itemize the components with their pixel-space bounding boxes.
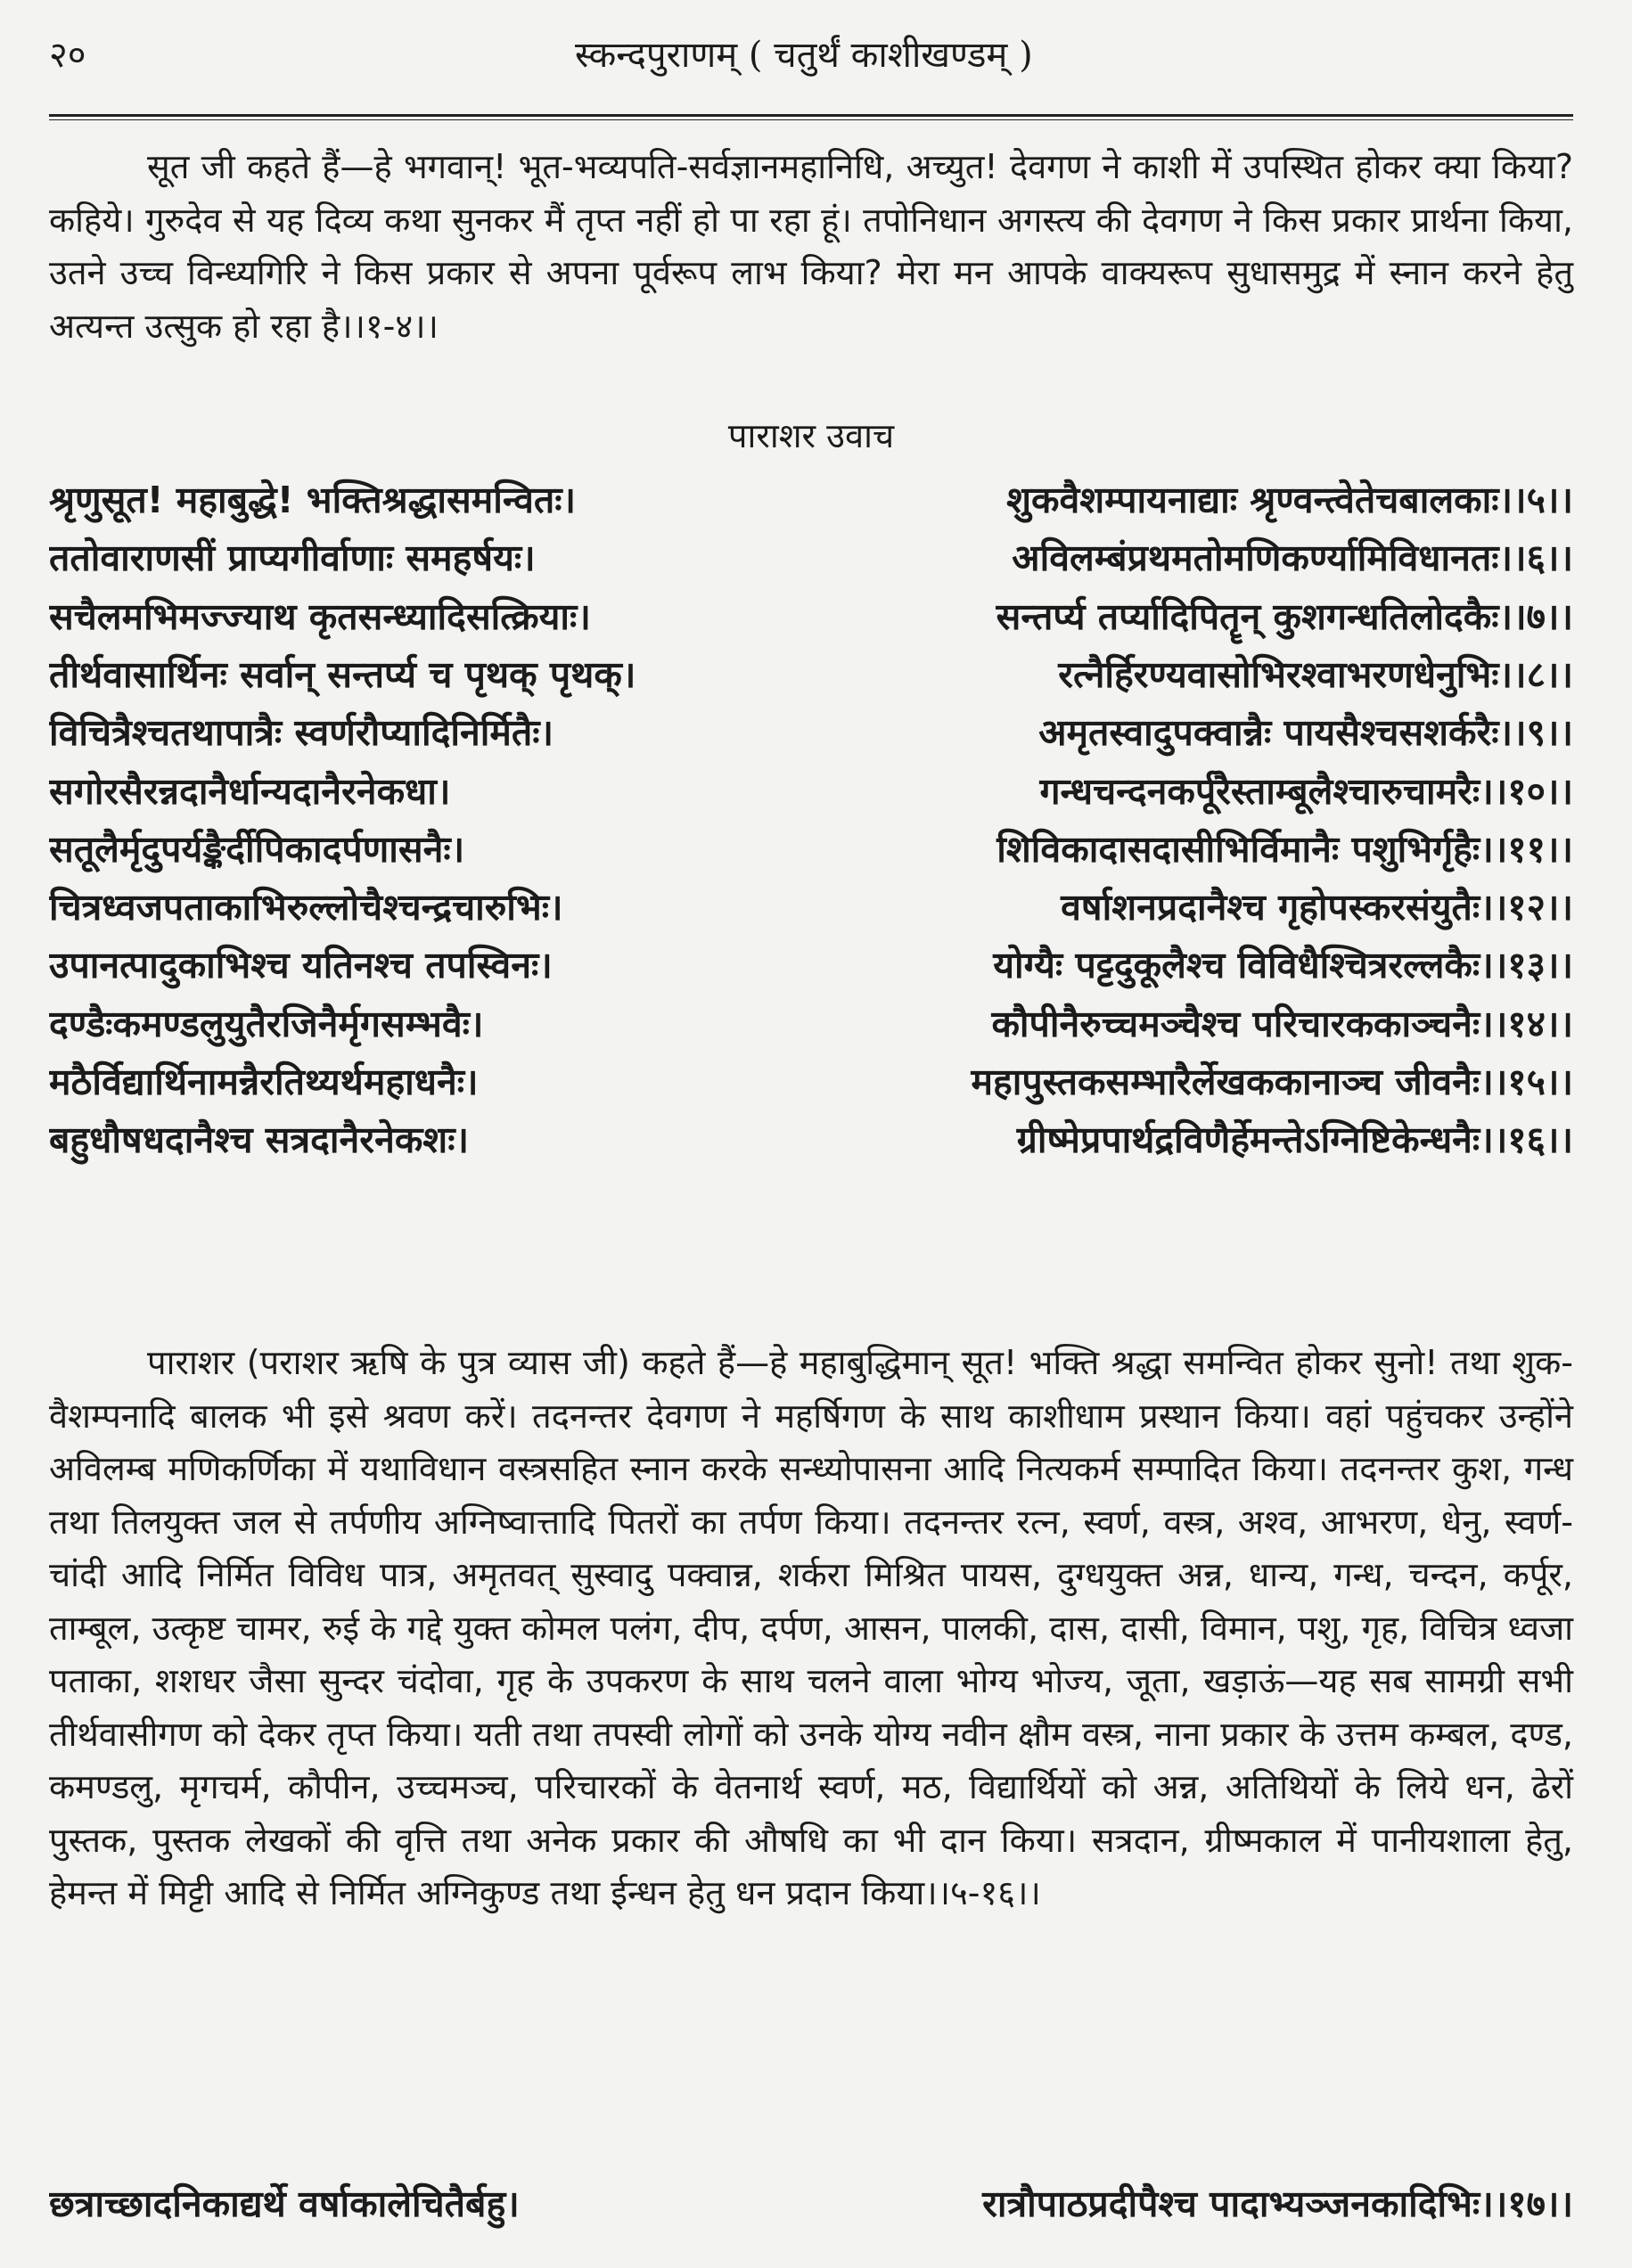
intro-paragraph: सूत जी कहते हैं—हे भगवान्! भूत-भव्यपति-सर्वज्ञानमहानिधि, अच्युत! देवगण ने काशी में उपस्थित होकर क्या किया? कहिये। गुरुदेव से यह दिव्य कथा सुनकर मैं तृप्त नहीं हो पा रहा हूं। तपोनिधान अगस्त्य की देवगण ने किस प्रकार प्रार्थना किया, उतने उच्च विन्ध्यगिरि ने किस प्रकार से अपना पूर्वरूप लाभ किया? मेरा मन आपके वाक्यरूप सुधासमुद्र में स्नान करने हेतु अत्यन्त उत्सुक हो रहा है।।१-४।। [49,147,1573,346]
verse-half-b: शुकवैशम्पायनाद्याः श्रृण्वन्त्वेतेचबालकाः।।५।। [1006,479,1573,521]
verse-line [49,936,1573,995]
intro-paragraph-block [49,141,1573,353]
verse-half-a: चित्रध्वजपताकाभिरुल्लोचैश्चन्द्रचारुभिः। [49,886,563,929]
commentary-paragraph: पाराशर (पराशर ऋषि के पुत्र व्यास जी) कहते हैं—हे महाबुद्धिमान् सूत! भक्ति श्रद्धा समन्वित होकर सुनो! तथा शुक-वैशम्पनादि बालक भी इसे श्रवण करें। तदनन्तर देवगण ने महर्षिगण के साथ काशीधाम प्रस्थान किया। वहां पहुंचकर उन्होंने अविलम्ब मणिकर्णिका में यथाविधान वस्त्रसहित स्नान करके सन्ध्योपासना आदि नित्यकर्म सम्पादित किया। तदनन्तर कुश, गन्ध तथा तिलयुक्त जल से तर्पणीय अग्निष्वात्तादि पितरों का तर्पण किया। तदनन्तर रत्न, स्वर्ण, वस्त्र, अश्व, आभरण, धेनु, स्वर्ण-चांदी आदि निर्मित विविध पात्र, अमृतवत् सुस्वादु पक्वान्न, शर्करा मिश्रित पायस, दुग्धयुक्त अन्न, धान्य, गन्ध, चन्दन, कर्पूर, ताम्बूल, उत्कृष्ट चामर, रुई के गद्दे युक्त कोमल पलंग, दीप, दर्पण, आसन, पालकी, दास, दासी, विमान, पशु, गृह, विचित्र ध्वजा पताका, शशधर जैसा सुन्दर चंदोवा, गृह के उपकरण के साथ चलने वाला भोग्य भोज्य, जूता, खड़ाऊं—यह सब सामग्री सभी तीर्थवासीगण को देकर तृप्त किया। यती तथा तपस्वी लोगों को उनके योग्य नवीन क्षौम वस्त्र, नाना प्रकार के उत्तम कम्बल, दण्ड, कमण्डलु, मृगचर्म, कौपीन, उच्चमञ्च, परिचारकों के वेतनार्थ स्वर्ण, मठ, विद्यार्थियों को अन्न, अतिथियों के लिये धन, ढेरों पुस्तक, पुस्तक लेखकों की वृत्ति तथा अनेक प्रकार की औषधि का भी दान किया। सत्रदान, ग्रीष्मकाल में पानीयशाला हेतु, हेमन्त में मिट्टी आदि से निर्मित अग्निकुण्ड तथा ईन्धन हेतु धन प्रदान किया।।५-१६।। [49,1343,1573,1912]
speaker-heading: पाराशर उवाच [727,416,895,455]
verse-half-b: अमृतस्वादुपक्वान्नैः पायसैश्चसशर्करैः।।९।। [1038,711,1573,755]
commentary-block [49,1337,1573,1920]
verse-half-b: ग्रीष्मेप्रपार्थद्रविणैर्हेमन्तेऽग्निष्टिकेन्धनैः।।१६।। [1016,1118,1573,1162]
verse-line-final [49,2174,1573,2233]
verse-half-a: छत्राच्छादनिकाद्यर्थे वर्षाकालेचितैर्बहु। [49,2182,520,2225]
verse-half-a: सतूलैर्मृदुपर्यङ्कैर्दीपिकादर्पणासनैः। [49,827,465,871]
verse-half-b: अविलम्बंप्रथमतोमणिकर्ण्यामिविधानतः।।६।। [1012,536,1573,580]
verse-half-b: रत्नैर्हिरण्यवासोभिरश्वाभरणधेनुभिः।।८।। [1058,652,1573,696]
verse-line [49,528,1573,587]
page-number: २० [49,35,86,76]
verse-line [49,820,1573,879]
verse-half-a: बहुधौषधदानैश्च सत्रदानैरनेकशः। [49,1118,470,1162]
verse-line [49,762,1573,821]
header-rule [49,114,1573,120]
verse-half-a: सगोरसैरन्नदानैर्धान्यदानैरनेकधा। [49,769,451,813]
verse-half-b: योग्यैः पट्टदुकूलैश्च विविधैश्चित्ररल्लकैः।।१३।। [993,944,1573,987]
verse-line [49,587,1573,646]
verse-half-a: श्रृणुसूत! महाबुद्धे! भक्तिश्रद्धासमन्वितः। [49,479,577,521]
verse-half-a: मठैर्विद्यार्थिनामन्नैरतिथ्यर्थमहाधनैः। [49,1060,479,1103]
verse-half-b: कौपीनैरुच्चमञ्चैश्च परिचारककाञ्चनैः।।१४।। [991,1002,1573,1045]
running-title: स्कन्दपुराणम् ( चतुर्थं काशीखण्डम् ) [575,35,1033,76]
verse-half-a: विचित्रैश्चतथापात्रैः स्वर्णरौप्यादिनिर्मितैः। [49,711,554,755]
verse-line [49,471,1573,529]
verse-line [49,878,1573,937]
verse-half-a: उपानत्पादुकाभिश्च यतिनश्च तपस्विनः। [49,944,553,987]
verse-half-b: महापुस्तकसम्भारैर्लेखककानाञ्च जीवनैः।।१५।। [971,1060,1573,1103]
verse-half-a: सचैलमभिमज्ज्याथ कृतसन्ध्यादिसत्क्रियाः। [49,594,591,638]
verse-half-a: ततोवाराणसीं प्राप्यगीर्वाणाः समहर्षयः। [49,536,536,580]
verse-half-b: गन्धचन्दनकर्पूरैस्ताम्बूलैश्चारुचामरैः।।१०।। [1039,769,1573,813]
verse-half-b: सन्तर्प्य तर्प्यादिपितॄन् कुशगन्धतिलोदकैः।।७।। [996,594,1573,638]
verse-line [49,645,1573,704]
verse-line [49,1052,1573,1111]
page-header [49,25,1573,78]
verse-half-b: शिविकादासदासीभिर्विमानैः पशुभिर्गृहैः।।११।। [996,827,1573,871]
verse-line [49,995,1573,1053]
verse-line [49,703,1573,762]
verse-line [49,1110,1573,1169]
verse-half-b: रात्रौपाठप्रदीपैश्च पादाभ्यञ्जनकादिभिः।।१७।। [982,2182,1573,2225]
verse-half-b: वर्षाशनप्रदानैश्च गृहोपस्करसंयुतैः।।१२।। [1061,886,1573,929]
verse-half-a: तीर्थवासार्थिनः सर्वान् सन्तर्प्य च पृथक् पृथक्। [49,652,636,696]
verse-half-a: दण्डैःकमण्डलुयुतैरजिनैर्मृगसम्भवैः। [49,1002,484,1045]
